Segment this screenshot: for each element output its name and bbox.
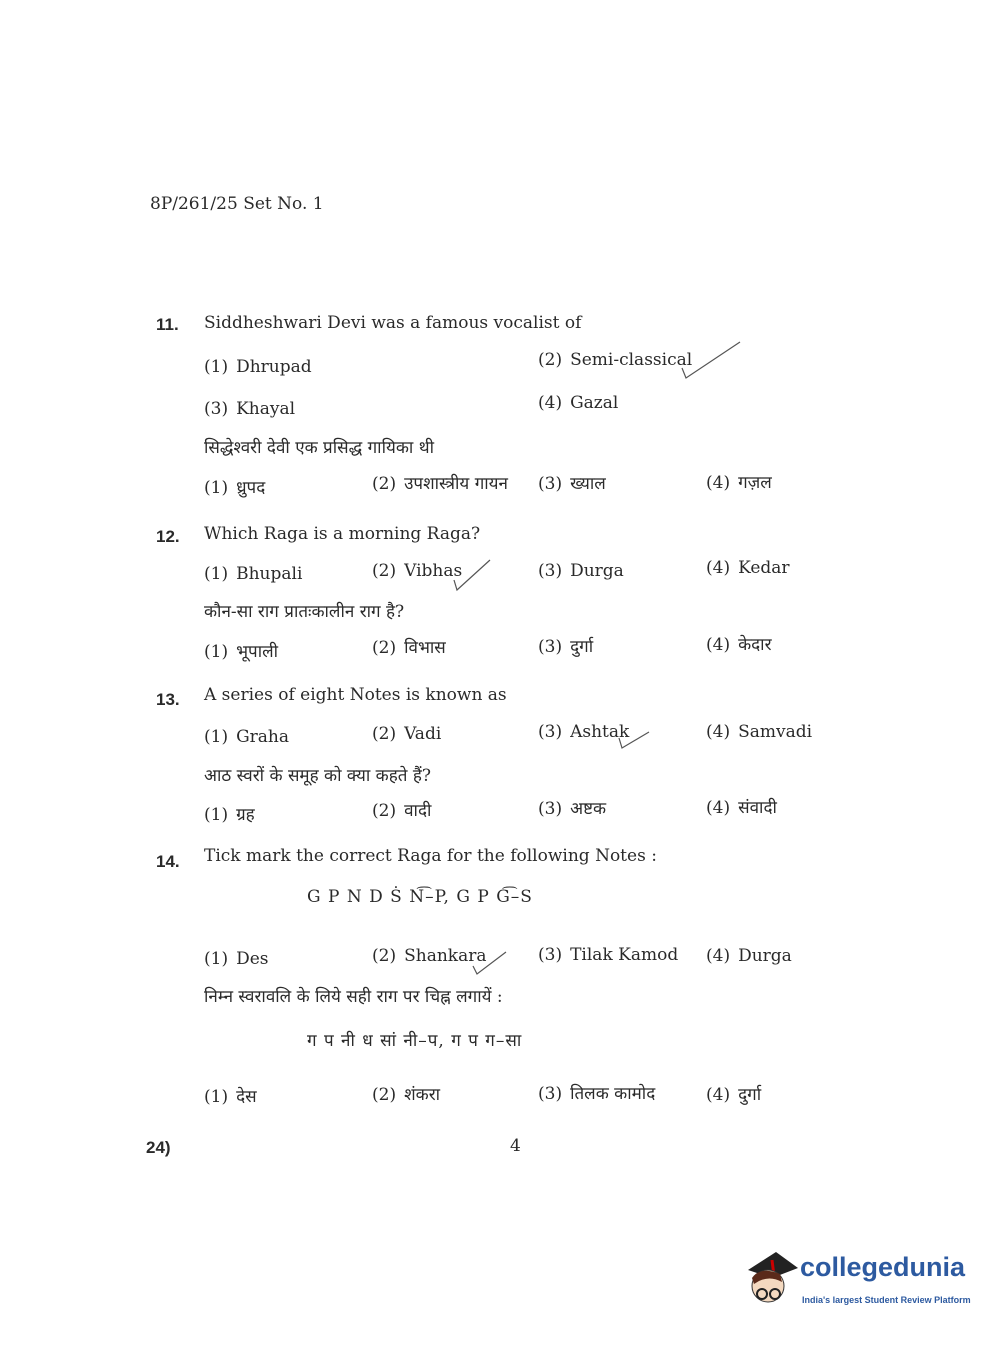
option-number: (1) [204, 949, 229, 969]
option-label: ख्याल [570, 474, 606, 494]
collegedunia-logo [742, 1248, 972, 1318]
question-number: 13. [156, 690, 180, 709]
option-hindi[interactable] [204, 804, 255, 826]
option-number: (3) [538, 945, 563, 965]
option-number: (2) [372, 946, 397, 966]
option[interactable] [538, 560, 624, 582]
swara-notation: G P N D Ṡ N͡–P, G P G͡–S [307, 887, 533, 907]
option-number: (1) [204, 642, 229, 662]
option-hindi[interactable] [372, 637, 446, 659]
option-number: (3) [538, 637, 563, 657]
option-label: दुर्गा [738, 1085, 762, 1105]
option-label: Vibhas [404, 561, 463, 581]
option-label: Bhupali [236, 564, 303, 584]
question-text: A series of eight Notes is known as [204, 685, 507, 705]
paper-code-header: 8P/261/25 Set No. 1 [150, 194, 324, 214]
option[interactable] [372, 723, 441, 745]
option-number: (1) [204, 727, 229, 747]
option-label: देस [236, 1087, 257, 1107]
question-text: Which Raga is a morning Raga? [204, 524, 481, 544]
option-label: तिलक कामोद [570, 1084, 656, 1104]
question-text: Tick mark the correct Raga for the following Notes : [204, 846, 657, 866]
option-label: Des [236, 949, 269, 969]
mascot-icon [742, 1248, 800, 1310]
option-number: (2) [538, 350, 563, 370]
option[interactable] [204, 563, 302, 585]
option-number: (4) [706, 946, 731, 966]
option-label: गज़ल [738, 473, 772, 493]
option[interactable] [204, 398, 295, 420]
tick-mark-icon [615, 722, 661, 750]
question-number: 11. [156, 315, 179, 334]
option-label: अष्टक [570, 799, 607, 819]
option-label: विभास [404, 638, 446, 658]
option-number: (1) [204, 805, 229, 825]
option-label: Tilak Kamod [570, 945, 679, 965]
footer-code: 24) [146, 1138, 171, 1157]
option-label: दुर्गा [570, 637, 594, 657]
option-label: Ashtak [570, 722, 630, 742]
option-label: Samvadi [738, 722, 813, 742]
option-label: ध्रुपद [236, 478, 266, 498]
option-number: (3) [538, 722, 563, 742]
option-number: (3) [538, 474, 563, 494]
option-number: (4) [538, 393, 563, 413]
option[interactable] [538, 349, 692, 371]
option-label: भूपाली [236, 642, 279, 662]
logo-tagline: India's largest Student Review Platform [802, 1295, 971, 1305]
option-number: (4) [706, 722, 731, 742]
option-number: (3) [204, 399, 229, 419]
question-text-hindi: कौन-सा राग प्रातःकालीन राग है? [204, 602, 405, 622]
option-number: (1) [204, 357, 229, 377]
option-label: Vadi [404, 724, 442, 744]
option-hindi[interactable] [204, 641, 278, 663]
option-hindi[interactable] [538, 636, 593, 658]
option-hindi[interactable] [538, 473, 606, 495]
option-number: (2) [372, 1085, 397, 1105]
logo-wordmark: collegedunia [800, 1252, 966, 1282]
question-text: Siddheshwari Devi was a famous vocalist of [204, 313, 582, 333]
option-hindi[interactable] [706, 797, 777, 819]
page-number: 4 [510, 1136, 521, 1156]
option-number: (3) [538, 799, 563, 819]
option-hindi[interactable] [372, 800, 431, 822]
option-number: (2) [372, 474, 397, 494]
option-hindi[interactable] [372, 473, 508, 495]
option[interactable] [204, 726, 289, 748]
option-label: Kedar [738, 558, 790, 578]
option-number: (2) [372, 638, 397, 658]
tick-mark-icon [470, 946, 510, 976]
option-hindi[interactable] [204, 1086, 257, 1108]
question-number: 14. [156, 852, 180, 871]
question-text-hindi: आठ स्वरों के समूह को क्या कहते हैं? [204, 766, 431, 786]
option-number: (2) [372, 724, 397, 744]
option-hindi[interactable] [538, 798, 606, 820]
option-number: (1) [204, 478, 229, 498]
question-text-hindi: सिद्धेश्वरी देवी एक प्रसिद्ध गायिका थी [204, 438, 434, 458]
option-number: (2) [372, 801, 397, 821]
question-text-hindi: निम्न स्वरावलि के लिये सही राग पर चिह्न लगायें : [204, 987, 503, 1007]
option-label: Khayal [236, 399, 296, 419]
option-hindi[interactable] [372, 1084, 440, 1106]
swara-notation-hindi: ग प नी ध सां नी–प, ग प ग–सा [307, 1031, 523, 1051]
option[interactable] [204, 356, 312, 378]
option-label: Dhrupad [236, 357, 312, 377]
option[interactable] [204, 948, 269, 970]
option-number: (3) [538, 1084, 563, 1104]
option-label: Semi-classical [570, 350, 693, 370]
option-number: (4) [706, 473, 731, 493]
option-label: Durga [570, 561, 624, 581]
option-number: (4) [706, 798, 731, 818]
question-number: 12. [156, 527, 180, 546]
option[interactable] [538, 392, 618, 414]
option-number: (1) [204, 1087, 229, 1107]
option-label: Durga [738, 946, 792, 966]
option-number: (4) [706, 558, 731, 578]
option-label: Graha [236, 727, 290, 747]
option[interactable] [538, 944, 678, 966]
tick-mark-icon [678, 338, 744, 382]
option-label: केदार [738, 635, 772, 655]
option[interactable] [706, 945, 792, 967]
option-label: Shankara [404, 946, 487, 966]
option-number: (1) [204, 564, 229, 584]
option-hindi[interactable] [706, 472, 772, 494]
tick-mark-icon [452, 558, 492, 592]
option-number: (4) [706, 635, 731, 655]
option-label: वादी [404, 801, 432, 821]
option-hindi[interactable] [706, 634, 772, 656]
option-hindi[interactable] [204, 477, 265, 499]
option-label: शंकरा [404, 1085, 441, 1105]
option-number: (3) [538, 561, 563, 581]
option-hindi[interactable] [706, 1084, 761, 1106]
option-hindi[interactable] [538, 1083, 655, 1105]
option-label: ग्रह [236, 805, 255, 825]
option[interactable] [706, 721, 812, 743]
option-number: (2) [372, 561, 397, 581]
option-label: Gazal [570, 393, 619, 413]
option[interactable] [372, 560, 462, 582]
option[interactable] [706, 557, 790, 579]
option-label: संवादी [738, 798, 777, 818]
option-label: उपशास्त्रीय गायन [404, 474, 508, 494]
option-number: (4) [706, 1085, 731, 1105]
